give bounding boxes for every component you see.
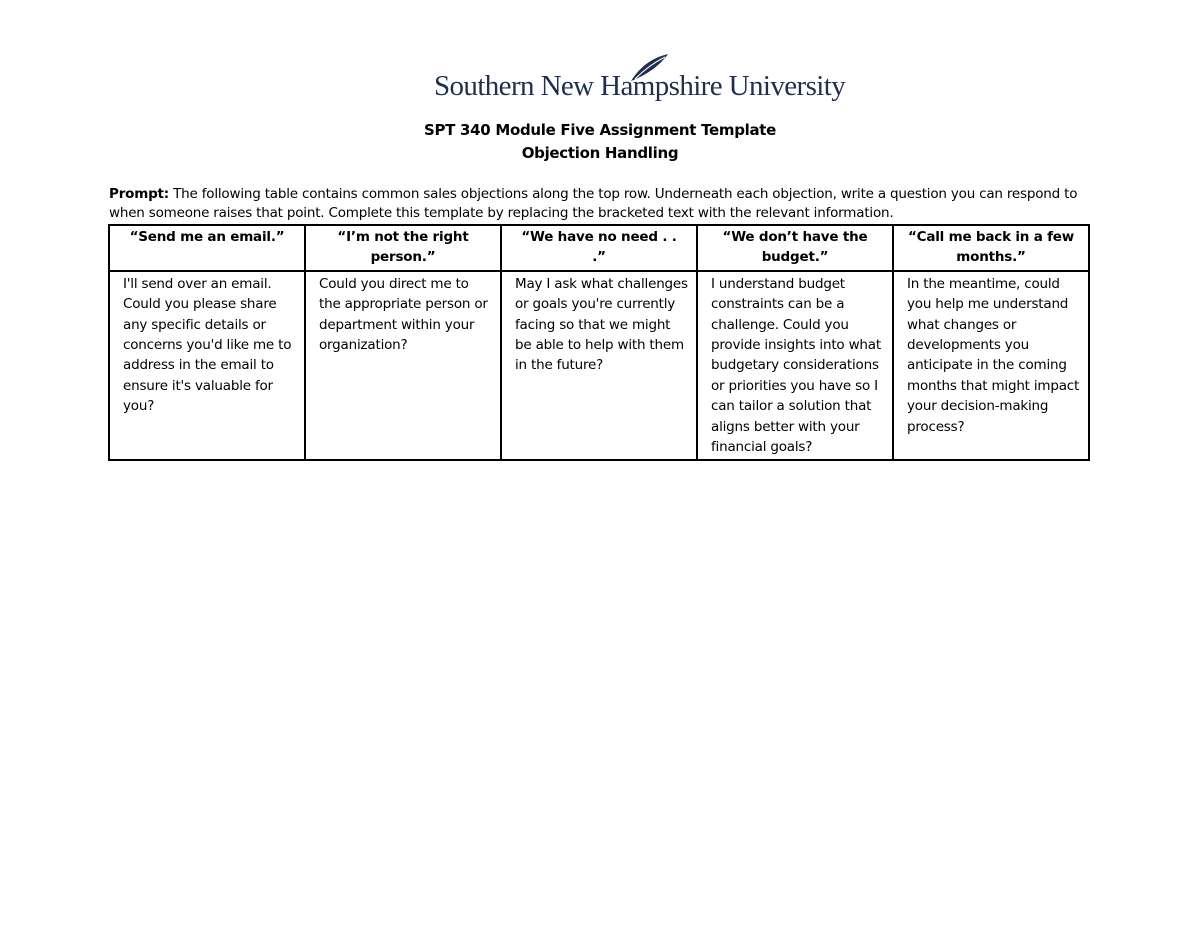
prompt-text: The following table contains common sales objections along the top row. Underneath each objection, write a question you can respond to when someone raises that point. Complete this template by replacing the bracketed text with the relevant information. xyxy=(109,186,1078,221)
table-row xyxy=(109,271,1089,461)
document-subtitle: Objection Handling xyxy=(521,144,679,162)
response-cell[interactable]: I understand budget constraints can be a challenge. Could you provide insights into what budgetary considerations or priorities you have so I can tailor a solution that aligns better with your financial goals? xyxy=(697,271,893,461)
objection-table xyxy=(108,224,1090,461)
objection-header: “I’m not the right person.” xyxy=(305,225,501,271)
response-cell[interactable]: Could you direct me to the appropriate person or department within your organization? xyxy=(305,271,501,461)
response-cell[interactable]: May I ask what challenges or goals you're currently facing so that we might be able to help with them in the future? xyxy=(501,271,697,461)
response-cell[interactable]: I'll send over an email. Could you please share any specific details or concerns you'd like me to address in the email to ensure it's valuable for you? xyxy=(109,271,305,461)
document-heading xyxy=(0,119,1200,165)
objection-header: “We don’t have the budget.” xyxy=(697,225,893,271)
document-title: SPT 340 Module Five Assignment Template xyxy=(423,121,777,139)
objection-header: “Send me an email.” xyxy=(109,225,305,271)
prompt-label: Prompt: xyxy=(109,186,170,202)
table-header-row xyxy=(109,225,1089,271)
objection-header: “Call me back in a few months.” xyxy=(893,225,1089,271)
response-cell[interactable]: In the meantime, could you help me understand what changes or developments you anticipate in the coming months that might impact your decision-making process? xyxy=(893,271,1089,461)
university-logo xyxy=(434,52,846,104)
logo-wordmark: Southern New Hampshire University xyxy=(434,70,846,102)
prompt-paragraph xyxy=(109,185,1099,223)
objection-header: “We have no need . . .” xyxy=(501,225,697,271)
